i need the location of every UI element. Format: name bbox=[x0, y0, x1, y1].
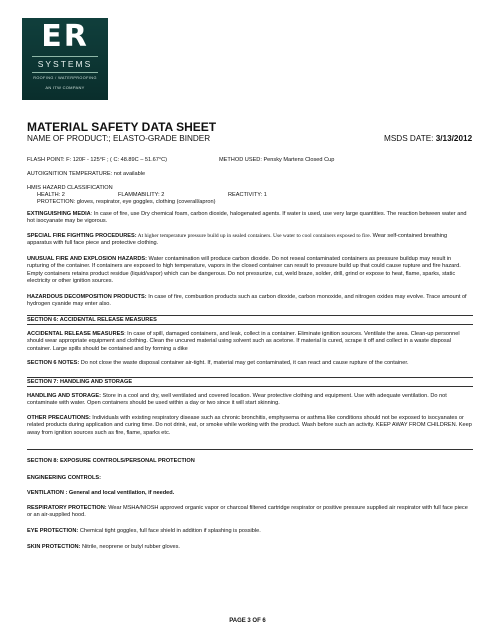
s6-notes-label: SECTION 6 NOTES: bbox=[27, 360, 80, 366]
hmis-heading: HMIS HAZARD CLASSIFICATION bbox=[27, 185, 113, 191]
handling-label: HANDLING AND STORAGE: bbox=[27, 393, 101, 399]
section-6-heading: SECTION 6: ACCIDENTAL RELEASE MEASURES bbox=[27, 317, 157, 323]
respiratory-text: Wear MSHA/NIOSH approved organic vapor or charcoal filtered cartridge respirator or positive pressure supplied air respirator with full face piece or an air-supplied hood. bbox=[27, 505, 468, 519]
skin-label: SKIN PROTECTION: bbox=[27, 544, 81, 550]
page-number: PAGE 3 OF 6 bbox=[229, 618, 266, 624]
skin-protection bbox=[27, 544, 473, 551]
logo-divider bbox=[32, 72, 98, 73]
hazardous-decomposition bbox=[27, 294, 473, 309]
extinguishing-text: : In case of fire, use Dry chemical foam, carbon dioxide, halogenated agents. If water is used, use very large quantities. The reaction between water and hot isocyanate may be vigorous. bbox=[27, 211, 467, 225]
msds-date-label: MSDS DATE: bbox=[384, 134, 436, 143]
hmis-health: HEALTH: 2 bbox=[37, 192, 65, 198]
eye-label: EYE PROTECTION: bbox=[27, 528, 79, 534]
accidental-release bbox=[27, 331, 473, 353]
other-label: OTHER PRECAUTIONS: bbox=[27, 415, 91, 421]
hmis-reactivity: REACTIVITY: 1 bbox=[228, 192, 267, 198]
engineering-controls-label: ENGINEERING CONTROLS: bbox=[27, 475, 101, 481]
respiratory-protection bbox=[27, 505, 473, 520]
s6-notes-text: Do not close the waste disposal container air-tight. If, material may get contaminated, it can react and cause rupture of the container. bbox=[79, 360, 409, 366]
hazardous-text: In case of fire, combustion products such as carbon dioxide, carbon monoxide, and nitrogen oxides may evolve. Trace amount of hydrogen cyanide may enter also. bbox=[27, 294, 467, 308]
special-text: Wear self-contained breathing apparatus with full face piece and protective clothing. bbox=[27, 233, 448, 247]
hmis-flammability: FLAMMABILITY: 2 bbox=[118, 192, 165, 198]
handling-text: Store in a cool and dry, well ventilated and covered location. Wear protective clothing and equipment. Use with adequate ventilation. Do not contaminate with water. Open containers should be used within a day or two since it will start skinning. bbox=[27, 393, 447, 407]
ventilation bbox=[27, 490, 473, 497]
eye-text: Chemical tight goggles, full face shield in addition if splashing is possible. bbox=[78, 528, 261, 534]
extinguishing-media bbox=[27, 211, 473, 226]
ventilation-label: VENTILATION bbox=[27, 490, 64, 496]
special-label: SPECIAL FIRE FIGHTING PROCEDURES: bbox=[27, 233, 137, 239]
logo-divider bbox=[32, 56, 98, 57]
accidental-text: : In case of spill, damaged containers, and leak, collect in a container. Eliminate ignition sources. Ventilate the area. Clean-up personnel should wear appropriate equipment and clothing. Clean the uncured material using solvent such as acetone. If material is cured, scrape it off and collect in a waste disposal container. Large spills should be contained and by forming a dike bbox=[27, 331, 460, 352]
msds-date bbox=[384, 134, 472, 143]
special-serif-text: At higher temperature pressure build up in sealed containers. Use water to cool containers exposed to fire. bbox=[136, 233, 372, 239]
msds-date-value: 3/13/2012 bbox=[435, 134, 473, 143]
company-logo bbox=[22, 18, 108, 100]
skin-text: Nitrile, neoprene or butyl rubber gloves. bbox=[80, 544, 180, 550]
flash-method: METHOD USED: Pensky Martens Closed Cup bbox=[219, 157, 335, 163]
ventilation-text: : General and local ventilation, if needed. bbox=[63, 490, 175, 496]
unusual-label: UNUSUAL FIRE AND EXPLOSION HAZARDS: bbox=[27, 256, 147, 262]
extinguishing-label: EXTINGUISHING MEDIA bbox=[27, 211, 91, 217]
unusual-hazards bbox=[27, 256, 473, 286]
accidental-label: ACCIDENTAL RELEASE MEASURES bbox=[27, 331, 125, 337]
section-divider bbox=[27, 315, 473, 316]
flash-point: FLASH POINT: F: 120F - 125°F ; ( C: 48.89C – 51.67°C) bbox=[27, 157, 168, 163]
section-6-notes bbox=[27, 360, 473, 367]
respiratory-label: RESPIRATORY PROTECTION: bbox=[27, 505, 107, 511]
section-8-heading: SECTION 8: EXPOSURE CONTROLS/PERSONAL PROTECTION bbox=[27, 458, 195, 464]
autoignition-temperature: AUTOIGNITION TEMPERATURE: not available bbox=[27, 171, 146, 177]
logo-name: SYSTEMS bbox=[37, 59, 93, 69]
eye-protection bbox=[27, 528, 473, 535]
hmis-protection: PROTECTION: gloves, respirator, eye goggles, clothing (coverall/apron) bbox=[37, 199, 216, 205]
section-divider bbox=[27, 386, 473, 387]
unusual-text: Water contamination will produce carbon dioxide. Do not reseal contaminated containers as pressure buildup may result in rupturing of the container. If containers are exposed to high temperature, vapors in the closed container can result to pressure build up that could cause rupture and fire hazard. Empty containers retains product residue (liquid/vapor) which can be dangerous. Do not pressurize, cut, weld braze, solder, drill, grind or expose to heat, flame, sparks, static electricity or other ignition sources. bbox=[27, 256, 461, 285]
handling-storage bbox=[27, 393, 473, 408]
other-precautions bbox=[27, 415, 473, 437]
product-name: NAME OF PRODUCT:; ELASTO-GRADE BINDER bbox=[27, 134, 211, 143]
hazardous-label: HAZARDOUS DECOMPOSITION PRODUCTS: bbox=[27, 294, 147, 300]
section-divider bbox=[27, 449, 473, 450]
special-fire-fighting bbox=[27, 233, 473, 248]
section-7-heading: SECTION 7: HANDLING AND STORAGE bbox=[27, 379, 133, 385]
document-title: MATERIAL SAFETY DATA SHEET bbox=[27, 120, 217, 134]
logo-wordmark: ER bbox=[41, 19, 89, 54]
section-divider bbox=[27, 377, 473, 378]
other-text: Individuals with existing respiratory disease such as chronic bronchitis, emphysema or asthma like conditions should not be exposed to isocyanates or related products during application and curing time. Do not drink, eat, or smoke while working with the product. Wash before such an activity. KEEP AWAY FROM CHILDREN. Keep away from ignition sources such as fire, flame, sparks etc. bbox=[27, 415, 472, 436]
logo-tagline: ROOFING / WATERPROOFING bbox=[33, 76, 97, 80]
section-divider bbox=[27, 324, 473, 325]
logo-parent: AN ITW COMPANY bbox=[45, 85, 85, 90]
